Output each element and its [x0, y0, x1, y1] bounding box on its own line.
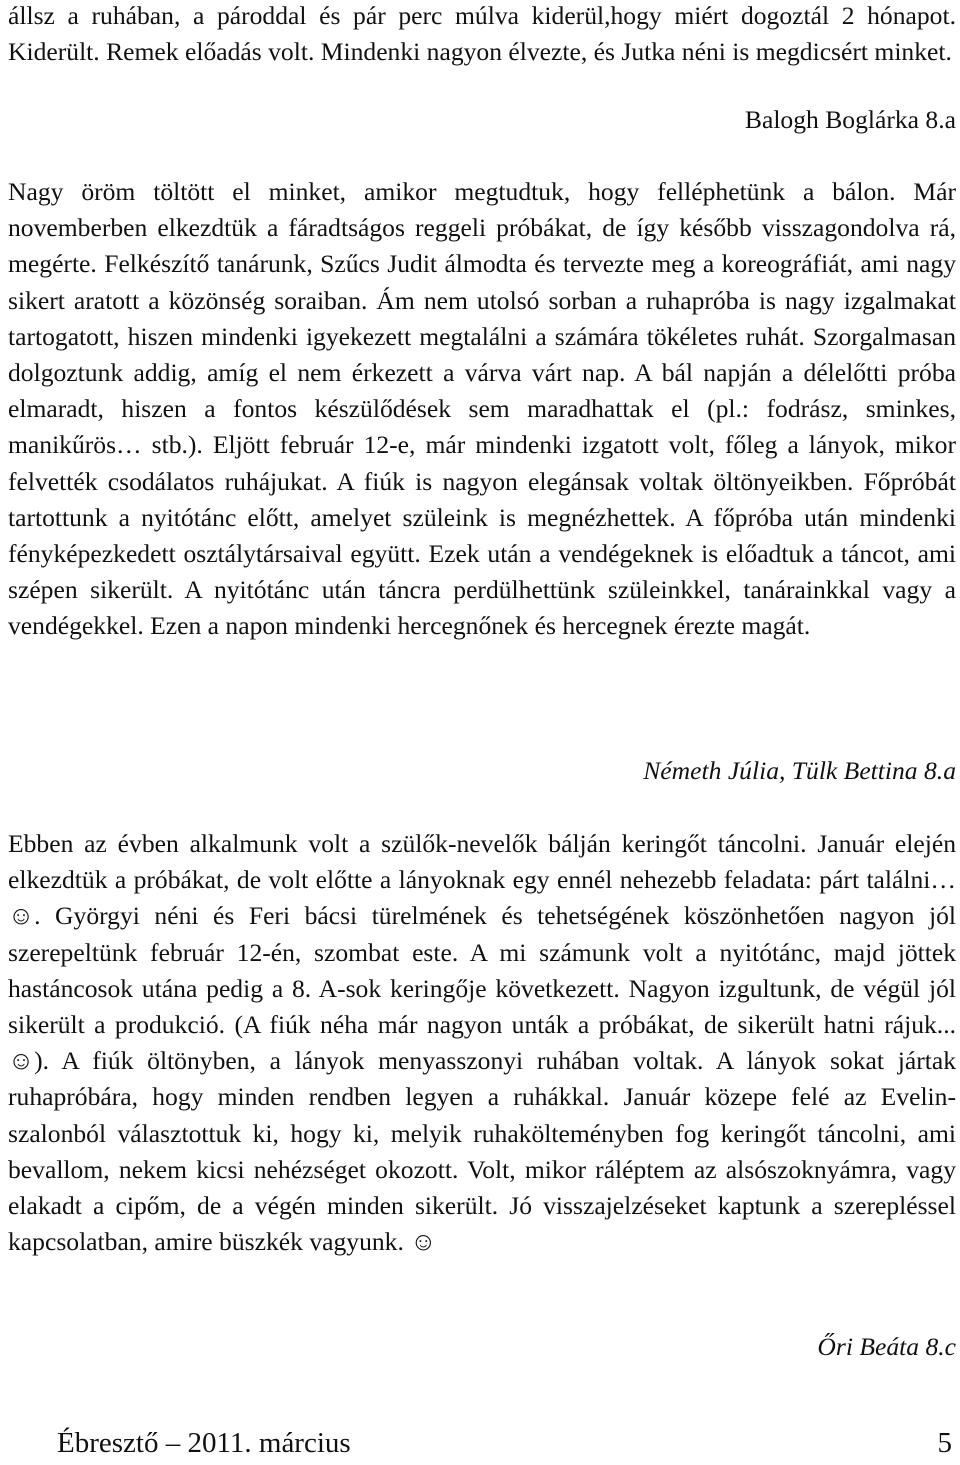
author-signature-3: Őri Beáta 8.c [817, 1332, 956, 1361]
article-paragraph-3: Ebben az évben alkalmunk volt a szülők-nevelők bálján keringőt táncolni. Január elején elkezdtük a próbákat, de volt előtte a lányoknak egy ennél nehezebb feladata: párt találni… ☺. Györgyi néni és Feri bácsi türelmének és tehetségének köszönhetően nagyon jól szerepeltünk február 12-én, szombat este. A mi számunk volt a nyitótánc, majd jöttek hastáncosok utána pedig a 8. A-sok keringője következett. Nagyon izgultunk, de végül jól sikerült a produkció. (A fiúk néha már nagyon unták a próbákat, de sikerült hatni rájuk... ☺). A fiúk öltönyben, a lányok menyasszonyi ruhában voltak. A lányok sokat jártak ruhapróbára, hogy minden rendben legyen a ruhákkal. Január közepe felé az Evelin-szalonból választottuk ki, hogy ki, melyik ruhakölteményben fog keringőt táncolni, ami bevallom, nekem kicsi nehézséget okozott. Volt, mikor ráléptem az alsószoknyámra, vagy elakadt a cipőm, de a végén minden sikerült. Jó visszajelzéseket kaptunk a szerepléssel kapcsolatban, amire büszkék vagyunk. ☺ [8, 829, 956, 1257]
footer-page-number: 5 [937, 1427, 952, 1459]
author-signature-2: Németh Júlia, Tülk Bettina 8.a [643, 756, 956, 785]
article-paragraph-2: Nagy öröm töltött el minket, amikor megtudtuk, hogy felléphetünk a bálon. Már novemberben elkezdtük a fáradtságos reggeli próbákat, de így később visszagondolva rá, megérte. Felkészítő tanárunk, Szűcs Judit álmodta és tervezte meg a koreográfiát, ami nagy sikert aratott a közönség soraiban. Ám nem utolsó sorban a ruhapróba is nagy izgalmakat tartogatott, hiszen mindenki igyekezett megtalálni a számára tökéletes ruhát. Szorgalmasan dolgoztunk addig, amíg el nem érkezett a várva várt nap. A bál napján a délelőtti próba elmaradt, hiszen a fontos készülődések sem maradhattak el (pl.: fodrász, sminkes, manikűrös… stb.). Eljött február 12-e, már mindenki izgatott volt, főleg a lányok, mikor felvették csodálatos ruhájukat. A fiúk is nagyon elegánsak voltak öltönyeikben. Főpróbát tartottunk a nyitótánc előtt, amelyet szüleink is megnézhettek. A főpróba után mindenki fényképezkedett osztálytársaival együtt. Ezek után a vendégeknek is előadtuk a táncot, ami szépen sikerült. A nyitótánc után táncra perdülhettünk szüleinkkel, tanárainkkal vagy a vendégekkel. Ezen a napon mindenki hercegnőnek és hercegnek érezte magát. [8, 177, 956, 641]
page-footer [0, 1425, 960, 1465]
author-signature-1: Balogh Boglárka 8.a [744, 105, 956, 134]
footer-publication-title: Ébresztő – 2011. március [57, 1427, 351, 1459]
article-paragraph-1: állsz a ruhában, a pároddal és pár perc múlva kiderül,hogy miért dogoztál 2 hónapot. Kiderült. Remek előadás volt. Mindenki nagyon élvezte, és Jutka néni is megdicsért minket. [8, 1, 956, 67]
